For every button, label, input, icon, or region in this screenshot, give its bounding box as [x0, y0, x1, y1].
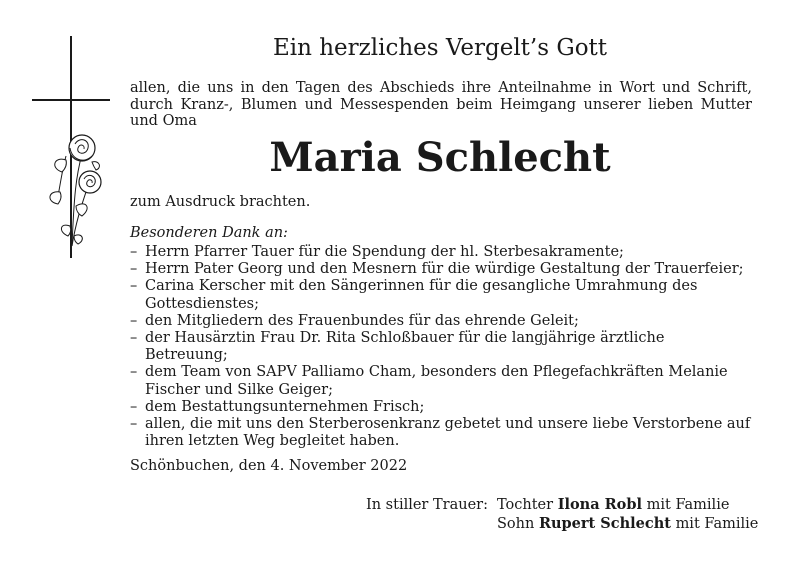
mourner-line	[497, 496, 729, 514]
cross-with-roses-icon	[30, 36, 112, 266]
thanks-item-text: den Mitgliedern des Frauenbundes für das ehrende Geleit;	[145, 312, 579, 329]
dash: –	[130, 364, 138, 381]
mourner-name: Rupert Schlecht	[538, 515, 671, 532]
thanks-item-text: dem Team von SAPV Palliamo Cham, besonders den Pflegefachkräften Melanie Fischer und Silke Geiger;	[145, 364, 728, 398]
thanks-item	[130, 278, 754, 312]
thanks-item-text: Carina Kerscher mit den Sängerinnen für die gesangliche Umrahmung des Gottesdienstes;	[145, 278, 698, 312]
dash: –	[130, 278, 138, 295]
mourner-relation: Tochter	[497, 497, 554, 513]
thanks-item	[130, 313, 754, 330]
thanks-item-text: allen, die mit uns den Sterberosenkranz gebetet und unsere liebe Verstorbene auf ihren letzten Weg begleitet haben.	[145, 416, 751, 450]
thanks-item	[130, 244, 754, 261]
thanks-title: Besonderen Dank an:	[130, 225, 288, 241]
thanks-item	[130, 364, 754, 398]
thanks-item-text: Herrn Pater Georg und den Mesnern für die würdige Gestaltung der Trauerfeier;	[145, 261, 744, 278]
thanks-item	[130, 399, 754, 416]
dash: –	[130, 244, 138, 260]
mourner-line	[497, 515, 758, 533]
dash: –	[130, 261, 138, 278]
mourner-suffix: mit Familie	[646, 497, 730, 513]
dash: –	[130, 398, 138, 415]
dash: –	[130, 416, 138, 433]
dateline: Schönbuchen, den 4. November 2022	[130, 458, 408, 474]
mourner-suffix: mit Familie	[675, 516, 759, 532]
thanks-list	[130, 244, 754, 450]
closing-text: zum Ausdruck brachten.	[130, 194, 311, 210]
mourners-label: In stiller Trauer:	[366, 497, 488, 513]
mourner-name: Ilona Robl	[557, 496, 643, 513]
thanks-item-text: Herrn Pfarrer Tauer für die Spendung der hl. Sterbesakramente;	[145, 244, 624, 260]
mourner-relation: Sohn	[497, 516, 535, 532]
thanks-item-text: dem Bestattungsunternehmen Frisch;	[145, 398, 425, 415]
dash: –	[130, 312, 138, 329]
thanks-item	[130, 416, 754, 450]
thanks-item-text: der Hausärztin Frau Dr. Rita Schloßbauer für die langjährige ärztliche Betreuung;	[145, 330, 665, 364]
thanks-item	[130, 330, 754, 364]
deceased-name: Maria Schlecht	[269, 134, 611, 181]
thanks-item	[130, 261, 754, 278]
notice-heading: Ein herzliches Vergelt’s Gott	[272, 35, 608, 61]
intro-text: allen, die uns in den Tagen des Abschieds ihre Anteilnahme in Wort und Schrift, durch Kranz-, Blumen und Messespenden beim Heimgang unserer lieben Mutter und Oma	[130, 80, 752, 129]
dash: –	[130, 330, 138, 347]
